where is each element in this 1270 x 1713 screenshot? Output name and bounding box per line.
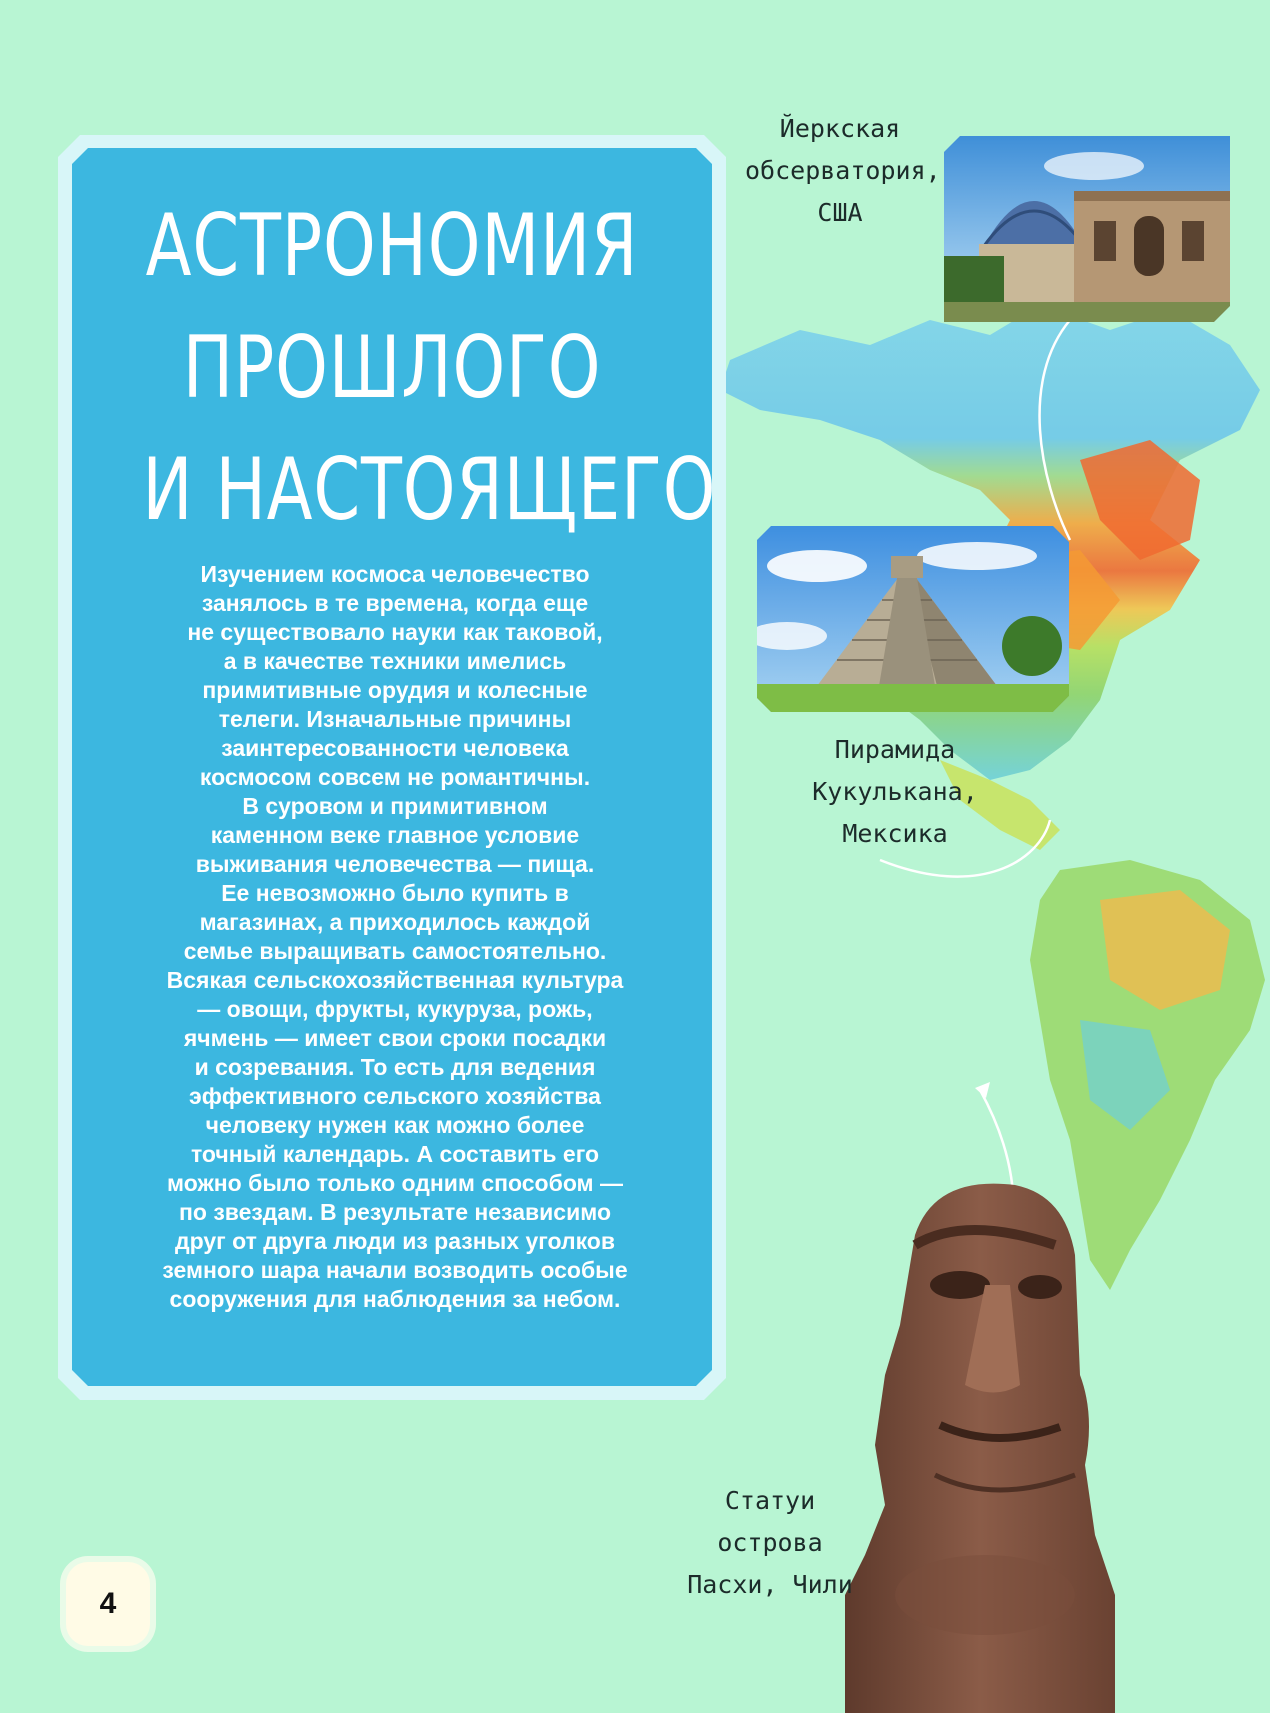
caption-line: обсерватория, <box>745 156 941 185</box>
caption-line: острова <box>717 1528 823 1557</box>
moai-caption <box>680 1480 860 1606</box>
body-line: по звездам. В результате независимо <box>178 1199 611 1225</box>
title-line: ПРОШЛОГО <box>182 318 602 418</box>
page-number-badge <box>66 1562 150 1646</box>
body-line: точный календарь. А составить его <box>190 1141 600 1167</box>
body-line: сооружения для наблюдения за небом. <box>169 1286 621 1312</box>
observatory-caption <box>745 108 941 234</box>
body-line: выживания человечества — пища. <box>195 851 595 877</box>
body-line: занялось в те времена, когда еще <box>201 590 589 616</box>
body-line: можно было только одним способом — <box>167 1170 623 1196</box>
body-line: а в качестве техники имелись <box>223 648 567 674</box>
body-line: телеги. Изначальные причины <box>218 706 572 732</box>
body-line: земного шара начали возводить особые <box>162 1257 628 1283</box>
body-line: и созревания. То есть для ведения <box>194 1054 596 1080</box>
caption-line: Статуи <box>724 1486 816 1515</box>
pyramid-photo <box>757 526 1069 712</box>
body-line: В суровом и примитивном <box>242 793 548 819</box>
caption-line: Пирамида <box>834 735 956 764</box>
body-line: семье выращивать самостоятельно. <box>183 938 607 964</box>
body-line: не существовало науки как таковой, <box>187 619 603 645</box>
body-line: — овощи, фрукты, кукуруза, рожь, <box>197 996 593 1022</box>
body-line: Изучением космоса человечество <box>200 561 590 587</box>
page-title <box>142 185 717 551</box>
title-line: АСТРОНОМИЯ <box>145 196 639 296</box>
body-line: Всякая сельскохозяйственная культура <box>166 967 624 993</box>
body-line: космосом совсем не романтичны. <box>199 764 591 790</box>
pyramid-caption <box>795 729 995 855</box>
observatory-photo <box>944 136 1230 322</box>
body-line: друг от друга люди из разных уголков <box>175 1228 615 1254</box>
body-line: примитивные орудия и колесные <box>202 677 588 703</box>
caption-line: США <box>817 198 863 227</box>
body-line: человеку нужен как можно более <box>205 1112 585 1138</box>
body-line: ячмень — имеет свои сроки посадки <box>183 1025 607 1051</box>
moai-statue-photo <box>845 1175 1115 1713</box>
page-number: 4 <box>99 1587 117 1620</box>
caption-line: Кукулькана, <box>812 777 978 806</box>
body-line: заинтересованности человека <box>221 735 569 761</box>
caption-line: Йеркская <box>779 114 901 143</box>
body-line: каменном веке главное условие <box>210 822 580 848</box>
body-line: Ее невозможно было купить в <box>221 880 569 906</box>
caption-line: Мексика <box>842 819 948 848</box>
body-paragraph <box>110 560 680 1314</box>
body-line: эффективного сельского хозяйства <box>189 1083 601 1109</box>
body-line: магазинах, а приходилось каждой <box>199 909 591 935</box>
caption-line: Пасхи, Чили <box>687 1570 853 1599</box>
title-line: И НАСТОЯЩЕГО <box>142 440 717 540</box>
